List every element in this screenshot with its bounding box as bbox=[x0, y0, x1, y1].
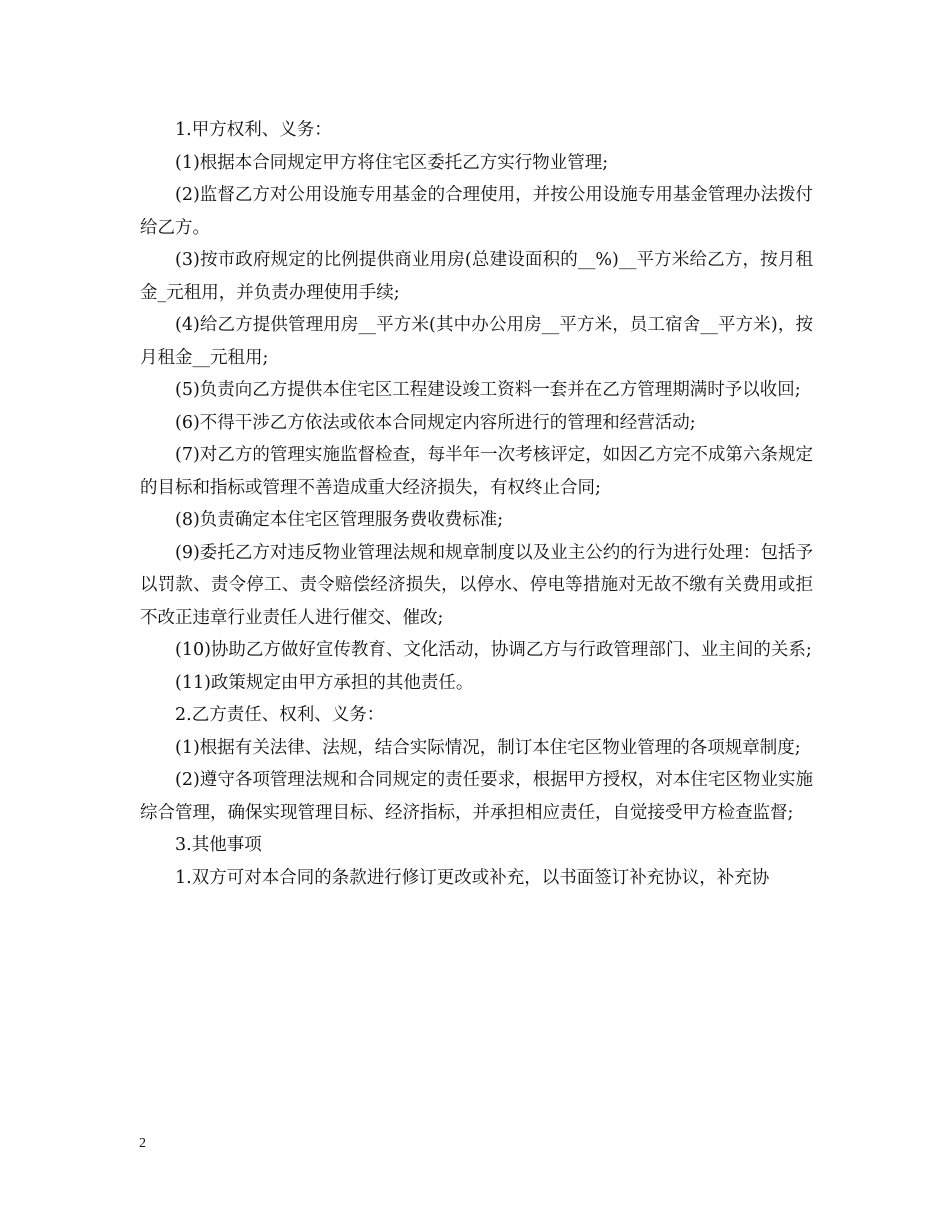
paragraph-1: 1.甲方权利、义务： bbox=[175, 120, 332, 140]
paragraph-6: (5)负责向乙方提供本住宅区工程建设竣工资料一套并在乙方管理期满时予以收回; bbox=[175, 380, 801, 400]
paragraph-17: 1.双方可对本合同的条款进行修订更改或补充，以书面签订补充协议，补充协 bbox=[175, 867, 770, 888]
paragraph-4: (3)按市政府规定的比例提供商业用房(总建设面积的__%)__平方米给乙方，按月租金_元租用，并负责办理使用手续; bbox=[140, 250, 813, 303]
paragraph-10: (9)委托乙方对违反物业管理法规和规章制度以及业主公约的行为进行处理：包括予以罚款、责令停工、责令赔偿经济损失，以停水、停电等措施对无故不缴有关费用或拒不改正违章行业责任人进行催交、催改; bbox=[140, 542, 813, 628]
paragraph-2: (1)根据本合同规定甲方将住宅区委托乙方实行物业管理; bbox=[175, 152, 609, 173]
paragraph-3: (2)监督乙方对公用设施专用基金的合理使用，并按公用设施专用基金管理办法拨付给乙方。 bbox=[140, 185, 813, 238]
paragraph-15: (2)遵守各项管理法规和合同规定的责任要求，根据甲方授权，对本住宅区物业实施综合管理，确保实现管理目标、经济指标，并承担相应责任，自觉接受甲方检查监督; bbox=[140, 770, 813, 823]
paragraph-9: (8)负责确定本住宅区管理服务费收费标准; bbox=[175, 510, 504, 530]
paragraph-16: 3.其他事项 bbox=[175, 835, 262, 855]
paragraph-5: (4)给乙方提供管理用房__平方米(其中办公用房__平方米，员工宿舍__平方米)，按月租金__元租用; bbox=[140, 315, 813, 368]
page-number: 2 bbox=[139, 1136, 146, 1151]
document-body bbox=[140, 114, 813, 894]
paragraph-13: 2.乙方责任、权利、义务： bbox=[175, 705, 385, 725]
paragraph-8: (7)对乙方的管理实施监督检查，每半年一次考核评定，如因乙方完不成第六条规定的目标和指标或管理不善造成重大经济损失，有权终止合同; bbox=[140, 445, 813, 498]
paragraph-12: (11)政策规定由甲方承担的其他责任。 bbox=[175, 672, 474, 693]
paragraph-14: (1)根据有关法律、法规，结合实际情况，制订本住宅区物业管理的各项规章制度; bbox=[175, 737, 801, 758]
paragraph-11: (10)协助乙方做好宣传教育、文化活动，协调乙方与行政管理部门、业主间的关系; bbox=[175, 640, 812, 660]
paragraph-7: (6)不得干涉乙方依法或依本合同规定内容所进行的管理和经营活动; bbox=[175, 412, 696, 433]
